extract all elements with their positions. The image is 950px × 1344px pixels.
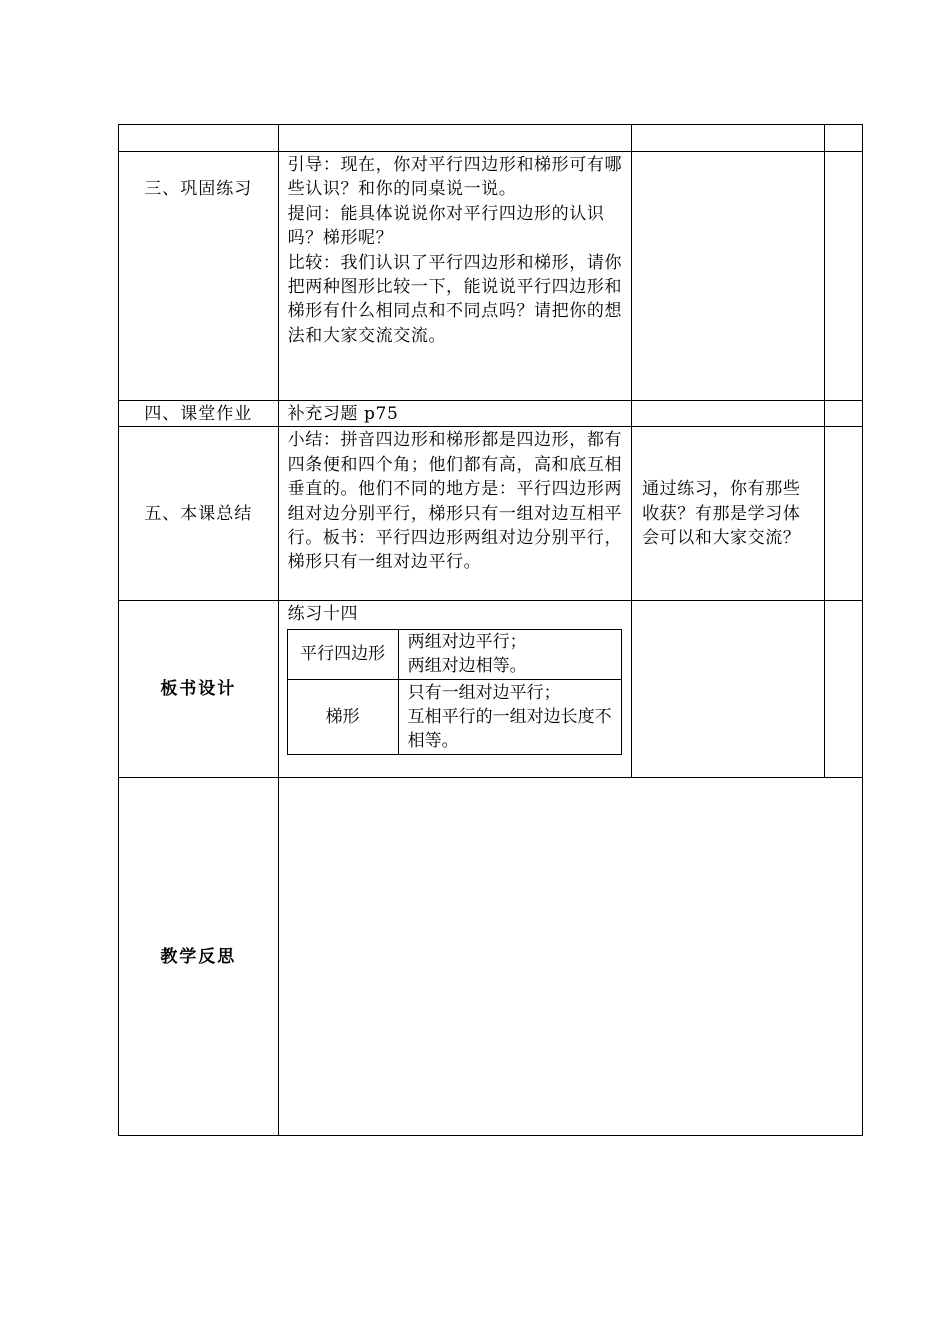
row-note <box>632 427 825 601</box>
table-row <box>119 427 863 601</box>
board-row <box>287 679 621 754</box>
row-content <box>278 125 631 152</box>
row-label <box>119 152 279 401</box>
table-row <box>119 125 863 152</box>
board-title: 练习十四 <box>287 604 359 625</box>
row-margin <box>824 401 862 427</box>
summary-text: 小结：拼音四边形和梯形都是四边形，都有四条便和四个角；他们都有高，高和底互相垂直的。他们不同的地方是：平行四边形两组对边分别平行，梯形只有一组对边互相平行。板书：平行四边形两组对边分别平行，梯形只有一组对边平行。 <box>287 430 623 573</box>
table-row <box>119 778 863 1136</box>
row-margin <box>824 125 862 152</box>
row-note <box>632 152 825 401</box>
row-margin <box>824 601 862 778</box>
homework-text: 补充习题 p75 <box>287 404 399 424</box>
board-shape-desc <box>398 679 621 754</box>
board-line: 互相平行的一组对边长度不相等。 <box>407 706 612 751</box>
board-line: 两组对边相等。 <box>407 656 527 677</box>
board-shape-name: 梯形 <box>287 679 398 754</box>
practice-question: 提问：能具体说说你对平行四边形的认识吗？梯形呢？ <box>287 203 605 249</box>
board-shape-name: 平行四边形 <box>287 629 398 679</box>
row-label: 四、课堂作业 <box>119 401 279 427</box>
board-design-label: 板书设计 <box>119 601 279 778</box>
row-content <box>278 427 631 601</box>
summary-note: 通过练习，你有那些收获？有那是学习体会可以和大家交流？ <box>642 479 801 549</box>
row-note <box>632 401 825 427</box>
practice-compare: 比较：我们认识了平行四边形和梯形，请你把两种图形比较一下，能说说平行四边形和梯形有什么相同点和不同点吗？请把你的想法和大家交流交流。 <box>287 252 623 346</box>
board-line: 只有一组对边平行； <box>407 682 561 703</box>
row-label <box>119 125 279 152</box>
reflection-label: 教学反思 <box>119 778 279 1136</box>
row-content <box>278 401 631 427</box>
row-note <box>632 601 825 778</box>
row-label-text: 三、巩固练习 <box>144 179 253 199</box>
table-row <box>119 601 863 778</box>
row-note <box>632 125 825 152</box>
table-row <box>119 152 863 401</box>
table-row <box>119 401 863 427</box>
board-row <box>287 629 621 679</box>
board-table <box>287 629 622 755</box>
board-design-content <box>278 601 631 778</box>
board-shape-desc <box>398 629 621 679</box>
row-label: 五、本课总结 <box>119 427 279 601</box>
board-line: 两组对边平行； <box>407 632 527 653</box>
reflection-content <box>278 778 862 1136</box>
row-content <box>278 152 631 401</box>
row-margin <box>824 427 862 601</box>
practice-text <box>279 152 631 348</box>
practice-guide: 引导：现在，你对平行四边形和梯形可有哪些认识？和你的同桌说一说。 <box>287 155 623 200</box>
row-margin <box>824 152 862 401</box>
lesson-plan-table <box>118 124 863 1136</box>
